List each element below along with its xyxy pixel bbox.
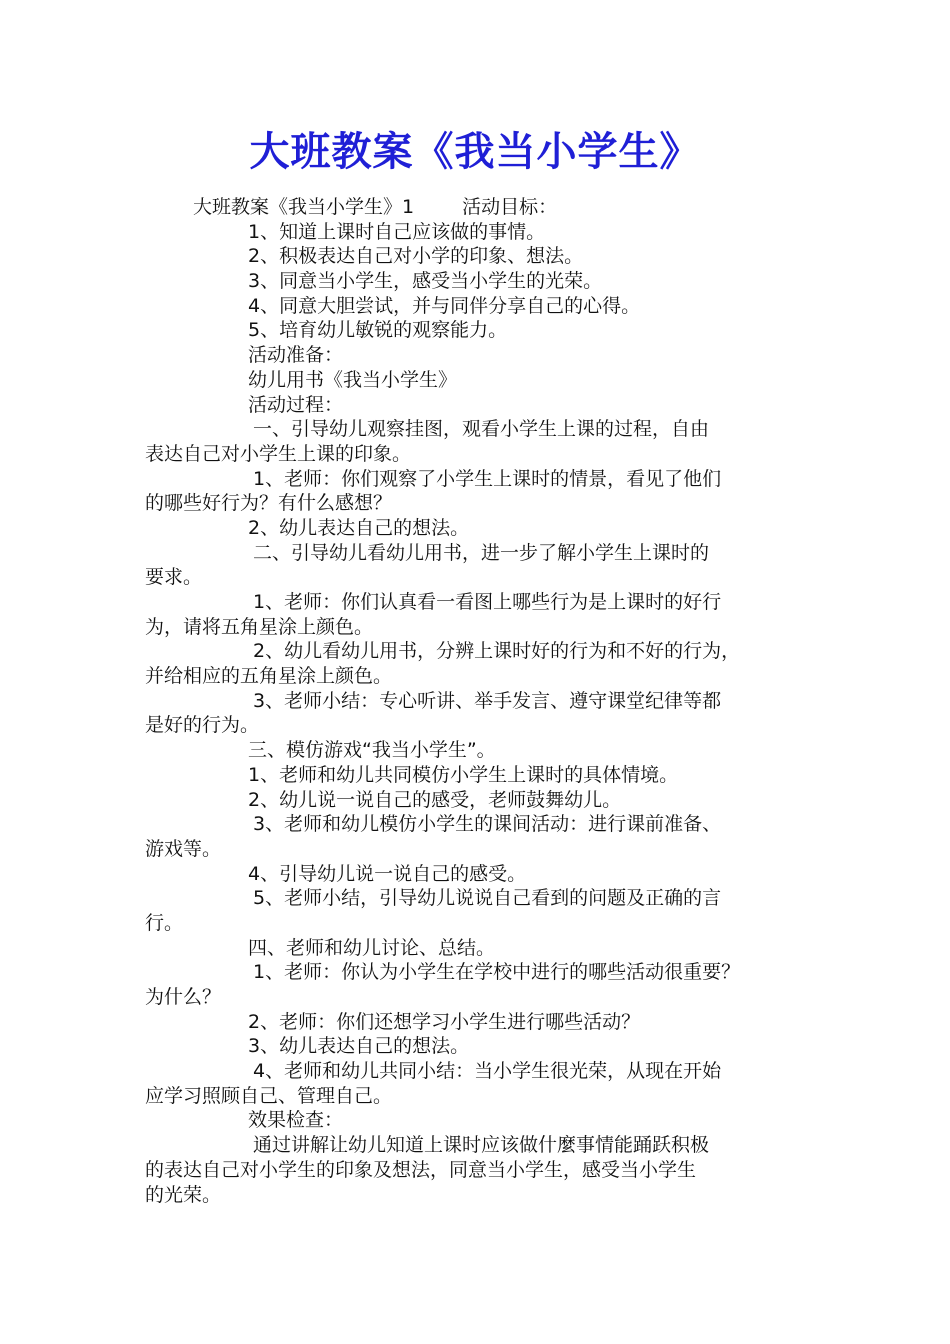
section-heading-cont: 要求。 bbox=[145, 566, 203, 589]
section-heading: 二、引导幼儿看幼儿用书，进一步了解小学生上课时的 bbox=[253, 541, 710, 564]
paragraph-cont: 为什么？ bbox=[145, 986, 222, 1008]
effect-paragraph-cont: 的表达自己对小学生的印象及想法，同意当小学生，感受当小学生 bbox=[145, 1158, 697, 1181]
paragraph: 2、幼儿表达自己的想法。 bbox=[248, 516, 470, 539]
intro-heading: 大班教案《我当小学生》1 bbox=[193, 196, 415, 218]
paragraph-cont: 的哪些好行为？有什么感想？ bbox=[145, 492, 393, 515]
paragraph: 3、老师小结：专心听讲、举手发言、遵守课堂纪律等都 bbox=[253, 689, 722, 712]
goal-item: 4、同意大胆尝试，并与同伴分享自己的心得。 bbox=[248, 294, 641, 317]
paragraph-cont: 并给相应的五角星涂上颜色。 bbox=[145, 665, 393, 688]
paragraph: 2、幼儿说一说自己的感受，老师鼓舞幼儿。 bbox=[248, 788, 622, 811]
goal-item: 5、培育幼儿敏锐的观察能力。 bbox=[248, 319, 508, 342]
effect-paragraph: 通过讲解让幼儿知道上课时应该做什麼事情能踊跃积极 bbox=[253, 1134, 710, 1157]
paragraph: 3、老师和幼儿模仿小学生的课间活动：进行课前准备、 bbox=[253, 813, 722, 836]
intro-line bbox=[145, 195, 825, 220]
paragraph: 1、老师：你们认真看一看图上哪些行为是上课时的好行 bbox=[253, 591, 722, 613]
section-heading: 三、模仿游戏“我当小学生”。 bbox=[248, 739, 496, 762]
paragraph: 4、老师和幼儿共同小结：当小学生很光荣，从现在开始 bbox=[253, 1060, 722, 1083]
paragraph-cont: 是好的行为。 bbox=[145, 714, 260, 737]
paragraph-cont: 游戏等。 bbox=[145, 837, 222, 860]
paragraph: 1、老师：你们观察了小学生上课时的情景，看见了他们 bbox=[253, 467, 722, 490]
paragraph: 1、老师和幼儿共同模仿小学生上课时的具体情境。 bbox=[248, 763, 679, 786]
paragraph: 1、老师：你认为小学生在学校中进行的哪些活动很重要？ bbox=[253, 961, 741, 984]
paragraph-cont: 行。 bbox=[145, 911, 184, 934]
goal-item: 1、知道上课时自己应该做的事情。 bbox=[248, 220, 546, 243]
prep-item: 幼儿用书《我当小学生》 bbox=[248, 368, 458, 391]
paragraph: 3、幼儿表达自己的想法。 bbox=[248, 1035, 470, 1058]
section-heading: 四、老师和幼儿讨论、总结。 bbox=[248, 936, 496, 959]
paragraph: 5、老师小结，引导幼儿说说自己看到的问题及正确的言 bbox=[253, 887, 722, 910]
paragraph-cont: 应学习照顾自己、管理自己。 bbox=[145, 1084, 393, 1107]
document-body bbox=[145, 195, 825, 1207]
process-label: 活动过程： bbox=[248, 393, 344, 416]
prep-label: 活动准备： bbox=[248, 344, 344, 367]
goal-item: 3、同意当小学生，感受当小学生的光荣。 bbox=[248, 270, 603, 293]
paragraph: 2、老师：你们还想学习小学生进行哪些活动？ bbox=[248, 1010, 641, 1033]
section-heading-cont: 表达自己对小学生上课的印象。 bbox=[145, 442, 412, 465]
paragraph-cont: 为，请将五角星涂上颜色。 bbox=[145, 615, 374, 638]
section-heading: 一、引导幼儿观察挂图，观看小学生上课的过程，自由 bbox=[253, 418, 710, 441]
effect-label: 效果检查： bbox=[248, 1109, 344, 1132]
effect-paragraph-cont: 的光荣。 bbox=[145, 1183, 222, 1206]
goal-item: 2、积极表达自己对小学的印象、想法。 bbox=[248, 245, 584, 268]
goals-label: 活动目标： bbox=[462, 196, 558, 218]
paragraph: 4、引导幼儿说一说自己的感受。 bbox=[248, 862, 527, 885]
paragraph: 2、幼儿看幼儿用书，分辨上课时好的行为和不好的行为， bbox=[253, 640, 741, 663]
page-title: 大班教案《我当小学生》 bbox=[249, 128, 701, 175]
